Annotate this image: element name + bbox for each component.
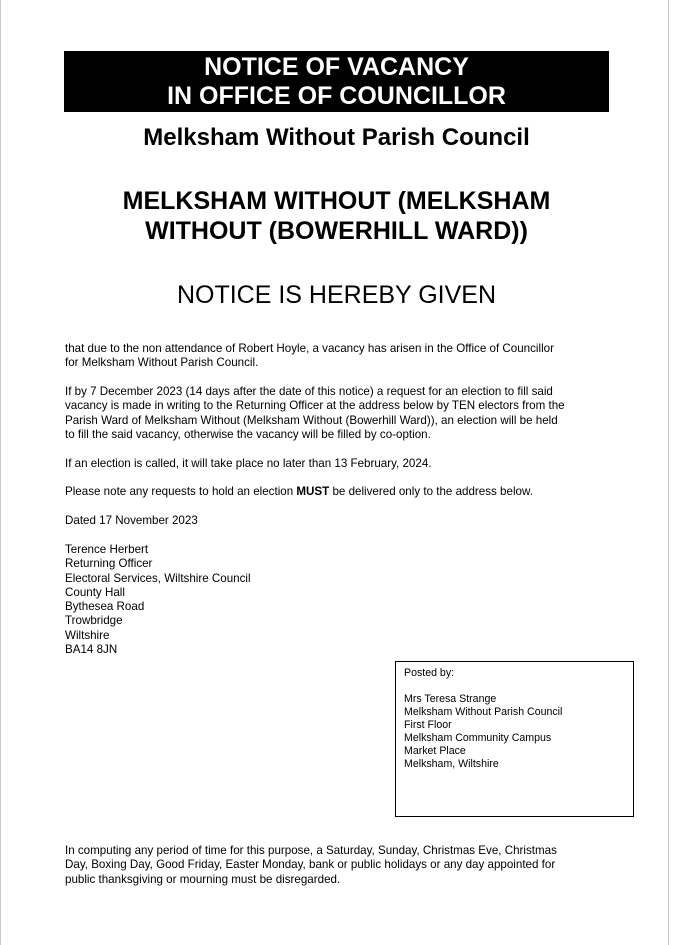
- dated-line: Dated 17 November 2023: [65, 514, 198, 527]
- delivery-note-emphasis: MUST: [296, 485, 330, 498]
- ward-line-1: MELKSHAM WITHOUT (MELKSHAM: [122, 187, 551, 215]
- address-line: Electoral Services, Wiltshire Council: [65, 571, 251, 585]
- computing-period-line: public thanksgiving or mourning must be disregarded.: [65, 872, 341, 886]
- posted-by-line: Mrs Teresa Strange: [404, 693, 497, 705]
- posted-by-line: Melksham Community Campus: [404, 732, 552, 744]
- delivery-note-after: be delivered only to the address below.: [329, 485, 533, 498]
- delivery-note-paragraph: [65, 485, 609, 499]
- vacancy-paragraph: [65, 342, 609, 371]
- council-name: Melksham Without Parish Council: [143, 124, 530, 151]
- election-request-paragraph: [65, 385, 609, 442]
- address-line: BA14 8JN: [65, 643, 118, 657]
- ward-title: [0, 186, 673, 246]
- posted-by-box: [395, 661, 634, 817]
- address-line: Terence Herbert: [65, 543, 149, 556]
- computing-period-line: Day, Boxing Day, Good Friday, Easter Monday, bank or public holidays or any day appointed for: [65, 858, 556, 872]
- posted-by-line: Market Place: [404, 745, 466, 757]
- notice-given-heading: NOTICE IS HEREBY GIVEN: [176, 281, 497, 309]
- notice-banner: [64, 51, 609, 112]
- posted-by-line: Melksham, Wiltshire: [404, 758, 499, 770]
- banner-line-1: NOTICE OF VACANCY: [204, 53, 469, 81]
- election-request-line: vacancy is made in writing to the Returning Officer at the address below by TEN electors from the: [65, 399, 565, 413]
- computing-period-line: In computing any period of time for this purpose, a Saturday, Sunday, Christmas Eve, Christmas: [65, 844, 557, 857]
- ward-line-2: WITHOUT (BOWERHILL WARD)): [145, 217, 528, 245]
- posted-by-line: First Floor: [404, 719, 452, 731]
- delivery-note-line: [65, 485, 609, 499]
- address-line: Trowbridge: [65, 614, 123, 628]
- banner-line-2: IN OFFICE OF COUNCILLOR: [167, 82, 506, 110]
- election-request-line: to fill the said vacancy, otherwise the vacancy will be filled by co-option.: [65, 427, 431, 441]
- computing-period-paragraph: [65, 844, 609, 887]
- vacancy-line: for Melksham Without Parish Council.: [65, 356, 259, 370]
- address-line: Returning Officer: [65, 557, 153, 571]
- vacancy-line: that due to the non attendance of Robert Hoyle, a vacancy has arisen in the Office of Councillor: [65, 342, 554, 355]
- election-request-line: If by 7 December 2023 (14 days after the date of this notice) a request for an election to fill said: [65, 385, 553, 398]
- election-date-line: If an election is called, it will take place no later than 13 February, 2024.: [65, 457, 432, 470]
- address-line: Bythesea Road: [65, 600, 145, 614]
- returning-officer-address: [65, 543, 609, 657]
- posted-by-line: Melksham Without Parish Council: [404, 706, 563, 718]
- election-request-line: Parish Ward of Melksham Without (Melksham Without (Bowerhill Ward)), an election will be held: [65, 413, 558, 427]
- address-line: Wiltshire: [65, 628, 110, 642]
- delivery-note-before: Please note any requests to hold an election: [65, 485, 297, 498]
- election-date-paragraph: [65, 457, 609, 471]
- address-line: County Hall: [65, 585, 125, 599]
- posted-by-heading: Posted by:: [404, 667, 455, 679]
